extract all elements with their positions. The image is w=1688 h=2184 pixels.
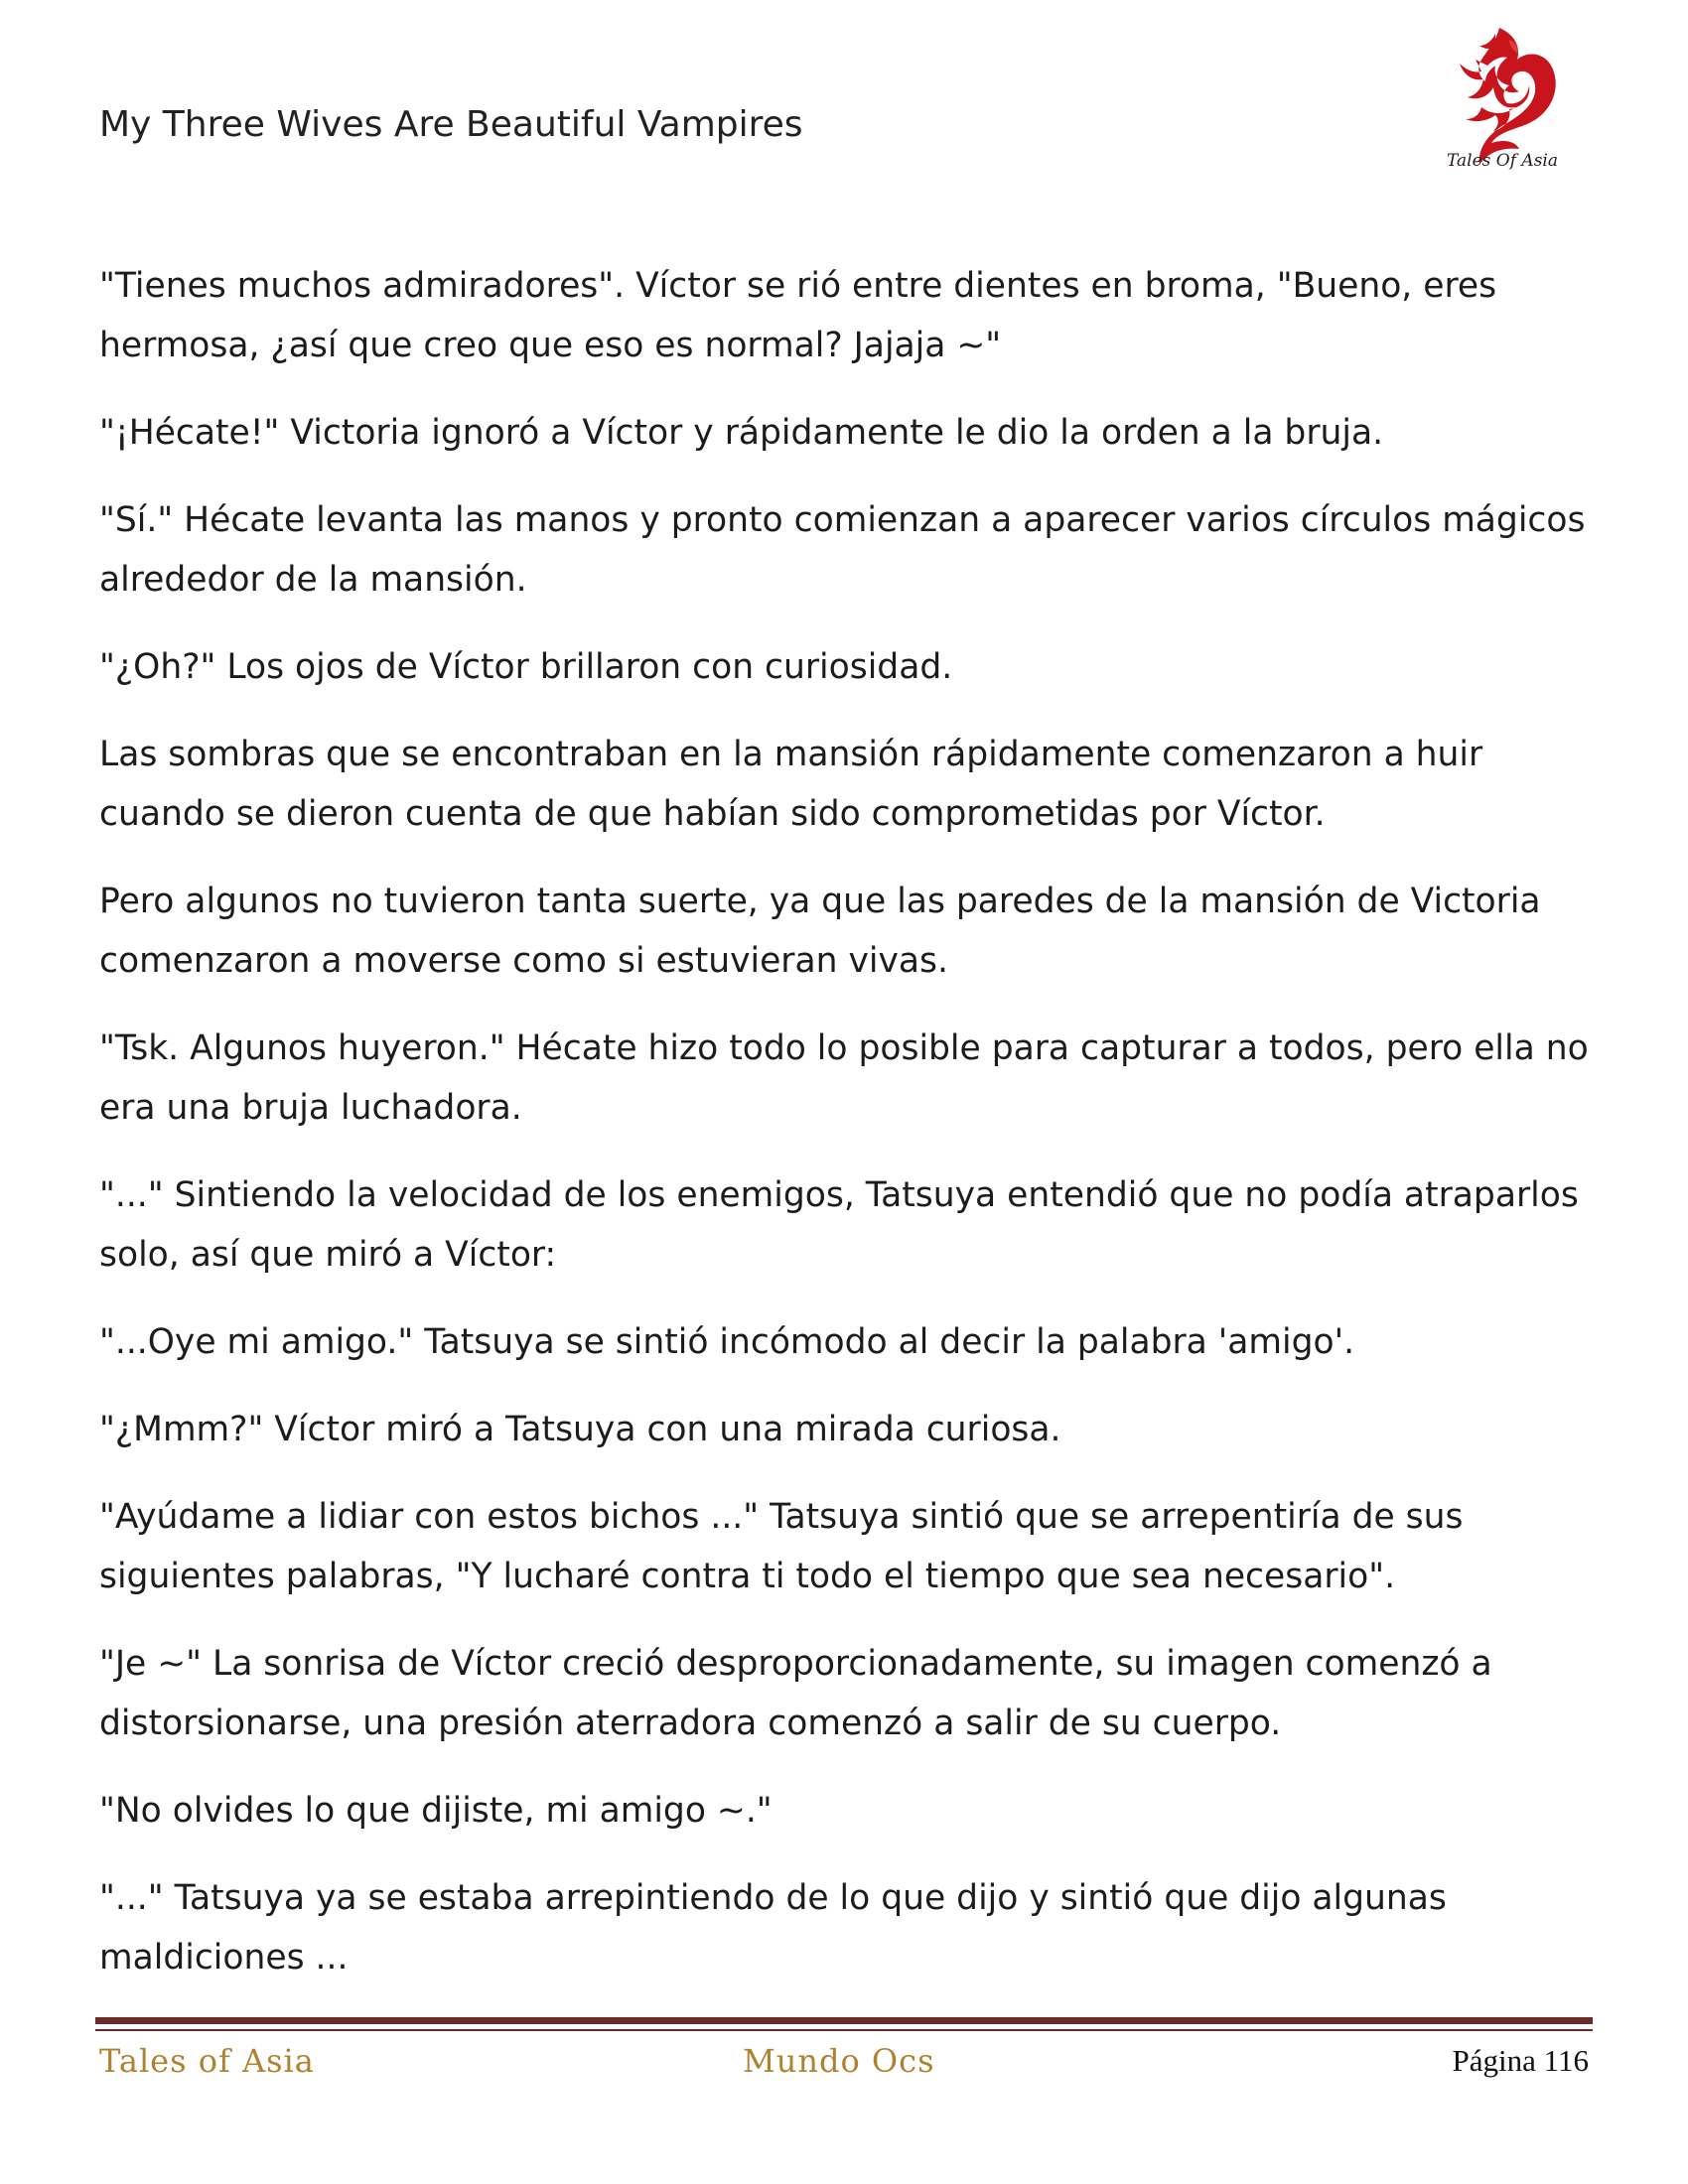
paragraph: "¿Oh?" Los ojos de Víctor brillaron con curiosidad.: [99, 647, 953, 687]
paragraph: "Sí." Hécate levanta las manos y pronto comienzan a aparecer varios círculos mágicos alrededor de la mansión.: [99, 500, 1586, 600]
paragraph: Pero algunos no tuvieron tanta suerte, ya que las paredes de la mansión de Victoria comenzaron a moverse como si estuvieran vivas.: [99, 882, 1541, 981]
tales-of-asia-logo: [1430, 20, 1571, 179]
paragraph: Las sombras que se encontraban en la mansión rápidamente comenzaron a huir cuando se dieron cuenta de que habían sido comprometidas por Víctor.: [99, 735, 1483, 834]
paragraph: "¡Hécate!" Victoria ignoró a Víctor y rápidamente le dio la orden a la bruja.: [99, 413, 1384, 453]
paragraph: "..." Sintiendo la velocidad de los enemigos, Tatsuya entendió que no podía atraparlos solo, así que miró a Víctor:: [99, 1175, 1579, 1275]
paragraph: "¿Mmm?" Víctor miró a Tatsuya con una mirada curiosa.: [99, 1410, 1061, 1449]
paragraph: "Ayúdame a lidiar con estos bichos ..." Tatsuya sintió que se arrepentiría de sus siguientes palabras, "Y lucharé contra ti todo el tiempo que sea necesario".: [99, 1497, 1464, 1596]
logo-text: Tales Of Asia: [1447, 151, 1558, 171]
paragraph: "No olvides lo que dijiste, mi amigo ~.": [99, 1791, 773, 1831]
page-body: [99, 256, 1589, 2015]
paragraph: "...Oye mi amigo." Tatsuya se sintió incómodo al decir la palabra 'amigo'.: [99, 1322, 1355, 1362]
paragraph: "Tsk. Algunos huyeron." Hécate hizo todo lo posible para capturar a todos, pero ella no era una bruja luchadora.: [99, 1028, 1589, 1128]
footer-divider: [95, 2017, 1593, 2024]
paragraph: "Je ~" La sonrisa de Víctor creció desproporcionadamente, su imagen comenzó a distorsionarse, una presión aterradora comenzó a salir de su cuerpo.: [99, 1644, 1492, 1743]
footer-divider-thin: [95, 2029, 1593, 2031]
paragraph: "..." Tatsuya ya se estaba arrepintiendo de lo que dijo y sintió que dijo algunas maldiciones ...: [99, 1878, 1447, 1978]
page-number: Página 116: [1452, 2043, 1589, 2078]
footer-publisher: Tales of Asia: [99, 2042, 315, 2080]
paragraph: "Tienes muchos admiradores". Víctor se rió entre dientes en broma, "Bueno, eres hermosa, ¿así que creo que eso es normal? Jajaja ~": [99, 266, 1497, 365]
document-title: My Three Wives Are Beautiful Vampires: [99, 104, 803, 145]
footer-source: Mundo Ocs: [743, 2042, 935, 2080]
